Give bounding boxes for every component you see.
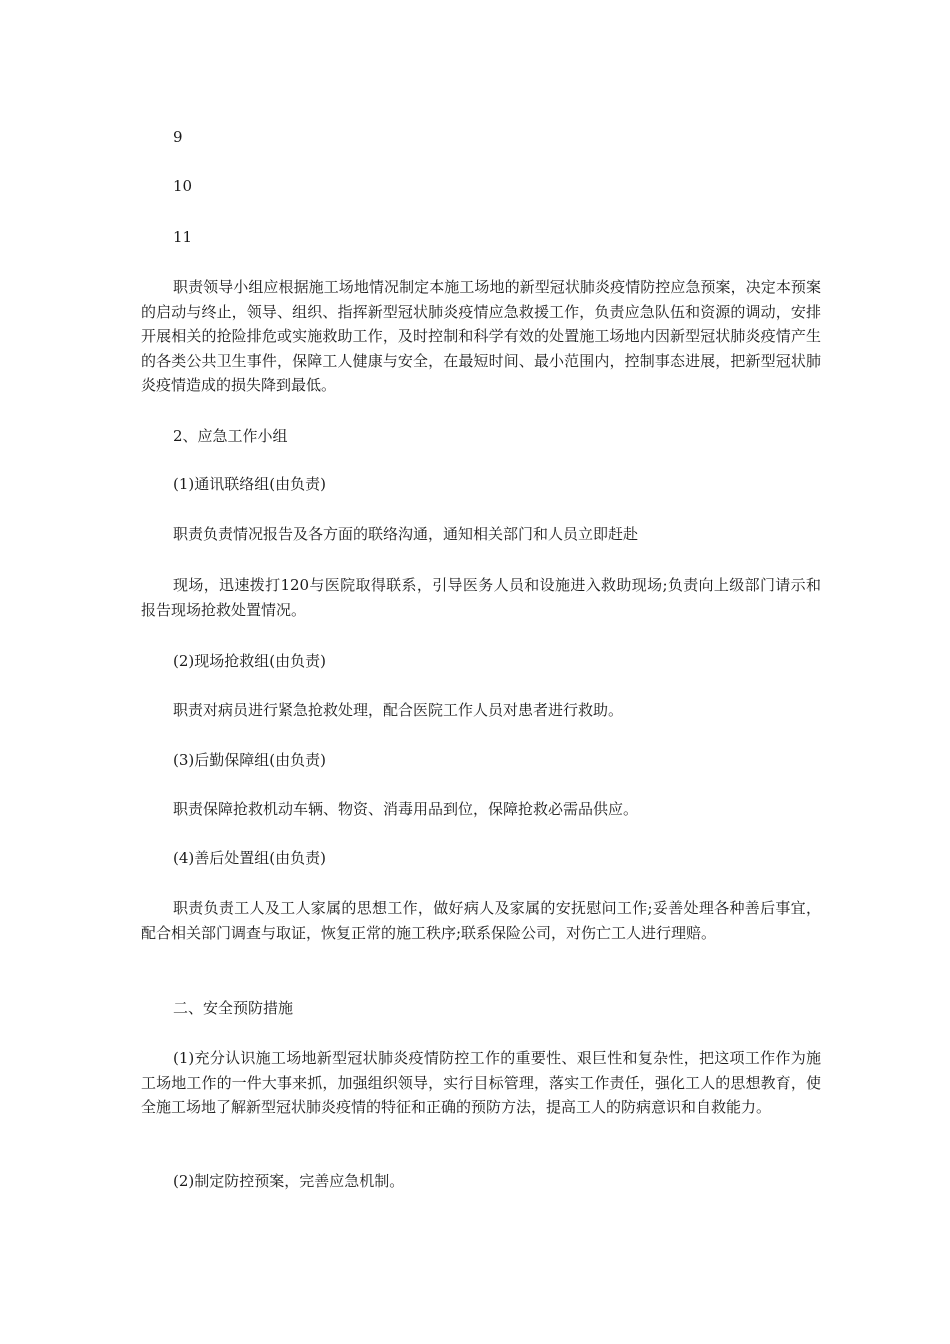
- group-duty-communication-a: 职责负责情况报告及各方面的联络沟通，通知相关部门和人员立即赶赴: [173, 525, 639, 543]
- leader-duty-paragraph: 职责领导小组应根据施工场地情况制定本施工场地的新型冠状肺炎疫情防控应急预案，决定本预案的启动与终止，领导、组织、指挥新型冠状肺炎疫情应急救援工作，负责应急队伍和资源的调动，安排开展相关的抢险排危或实施救助工作，及时控制和科学有效的处置施工场地内因新型冠状肺炎疫情产生的各类公共卫生事件，保障工人健康与安全，在最短时间、最小范围内，控制事态进展，把新型冠状肺炎疫情造成的损失降到最低。: [141, 278, 821, 394]
- group-heading-aftermath: (4)善后处置组(由负责): [173, 849, 326, 867]
- measure-1-paragraph: (1)充分认识施工场地新型冠状肺炎疫情防控工作的重要性、艰巨性和复杂性，把这项工作作为施工场地工作的一件大事来抓，加强组织领导，实行目标管理，落实工作责任，强化工人的思想教育，使全施工场地了解新型冠状肺炎疫情的特征和正确的预防方法，提高工人的防病意识和自救能力。: [141, 1049, 821, 1116]
- measure-2-paragraph: (2)制定防控预案，完善应急机制。: [173, 1172, 405, 1190]
- section-heading-emergency-groups: 2、应急工作小组: [173, 427, 288, 445]
- group-heading-rescue: (2)现场抢救组(由负责): [173, 652, 326, 670]
- group-duty-logistics: 职责保障抢救机动车辆、物资、消毒用品到位，保障抢救必需品供应。: [173, 800, 639, 818]
- group-duty-aftermath: 职责负责工人及工人家属的思想工作，做好病人及家属的安抚慰问工作;妥善处理各种善后事宜，配合相关部门调查与取证，恢复正常的施工秩序;联系保险公司，对伤亡工人进行理赔。: [141, 899, 821, 942]
- group-duty-communication-b: 现场，迅速拨打120与医院取得联系，引导医务人员和设施进入救助现场;负责向上级部门请示和报告现场抢救处置情况。: [141, 576, 821, 619]
- page-number-11: 11: [173, 228, 193, 246]
- group-duty-rescue: 职责对病员进行紧急抢救处理，配合医院工作人员对患者进行救助。: [173, 701, 624, 719]
- page-number-10: 10: [173, 177, 193, 195]
- page-number-9: 9: [173, 128, 183, 146]
- group-heading-logistics: (3)后勤保障组(由负责): [173, 751, 326, 769]
- group-heading-communication: (1)通讯联络组(由负责): [173, 475, 326, 493]
- part-heading-prevention: 二、安全预防措施: [173, 999, 294, 1017]
